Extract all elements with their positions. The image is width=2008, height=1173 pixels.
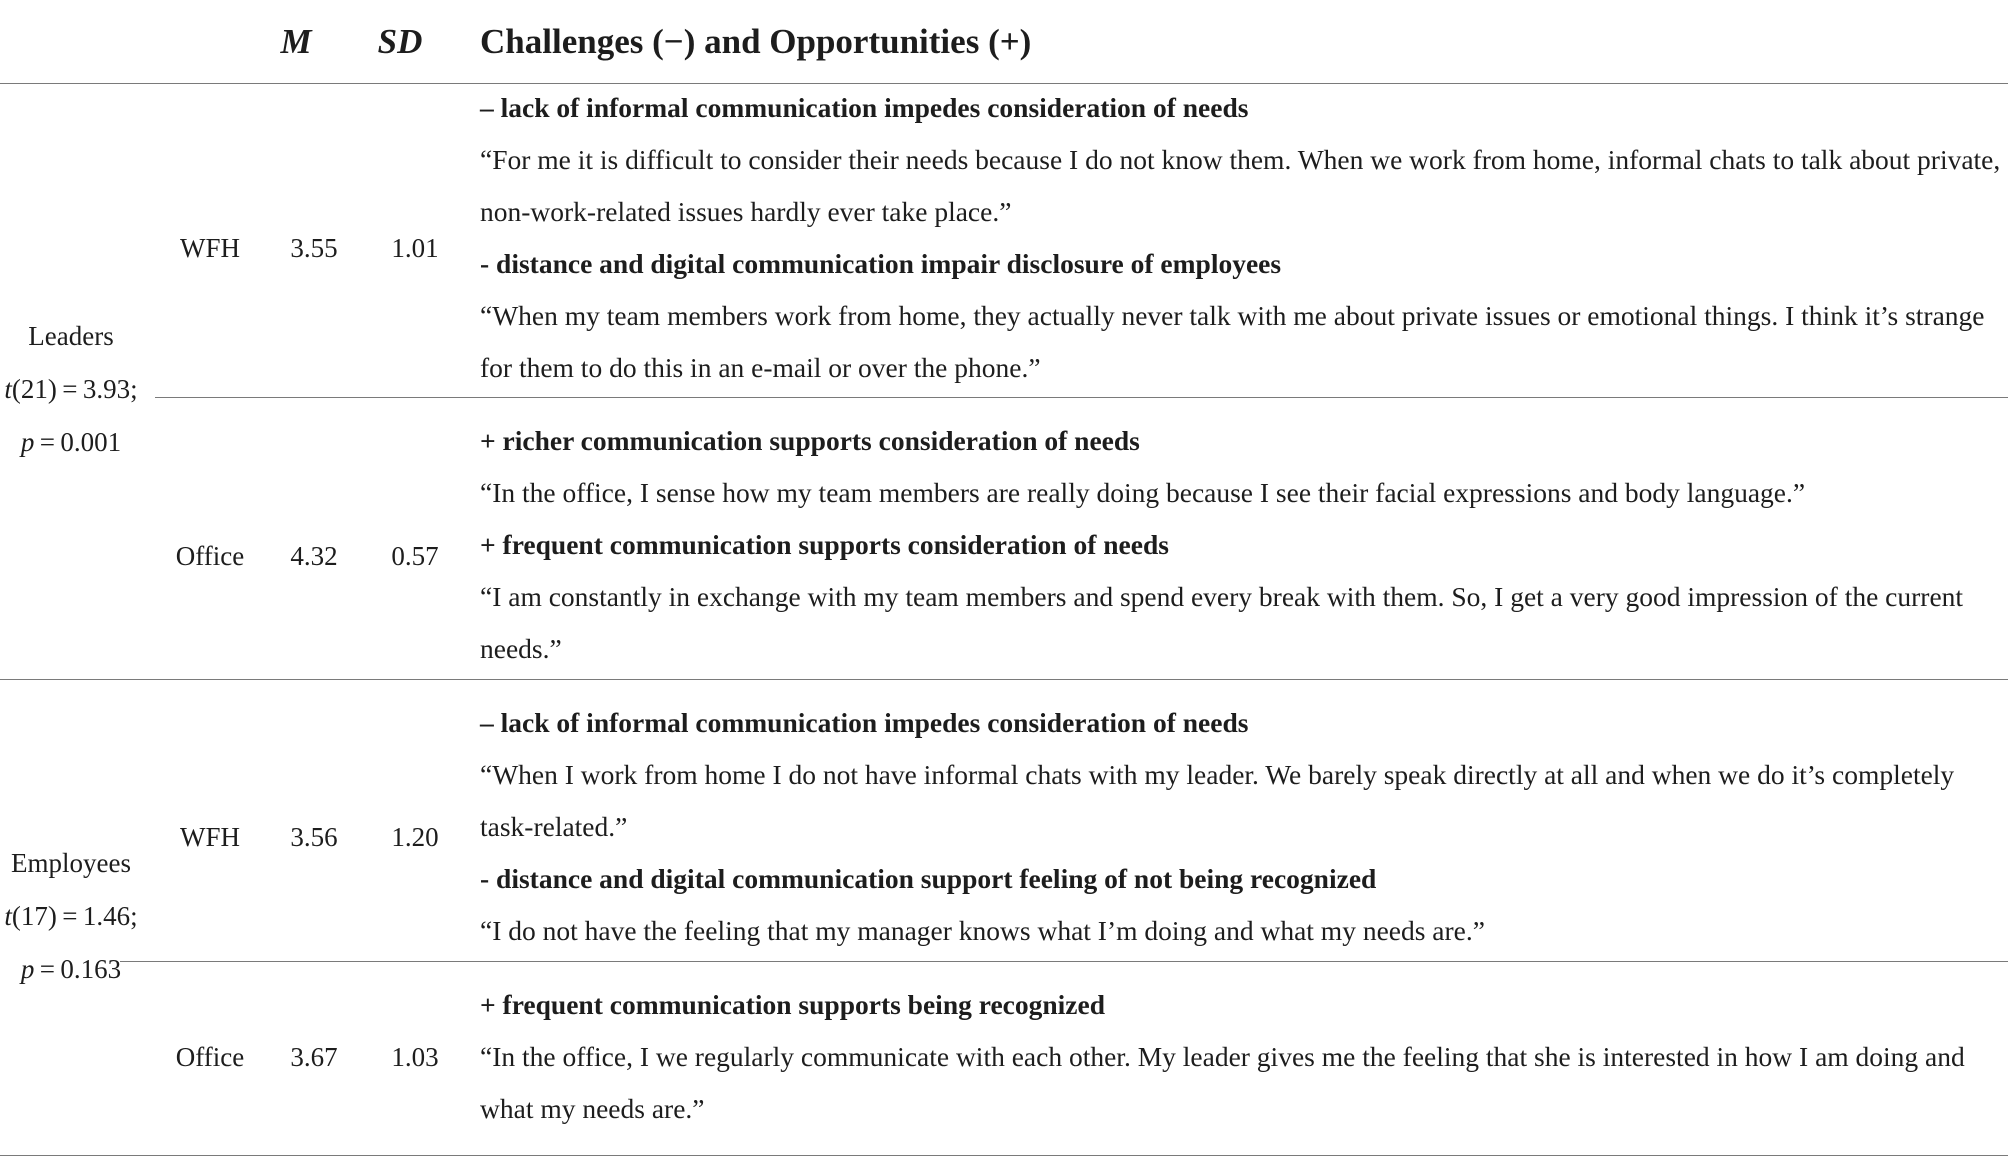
condition-label: Office [175,541,245,571]
condition-label: WFH [180,233,240,263]
condition-label: Office [175,1042,245,1072]
group-t-stat: t(17) = 1.46; [4,901,138,931]
challenges-cell [480,979,2008,1135]
mean-value: 3.67 [290,1042,338,1072]
challenges-cell [480,697,2008,957]
column-header-challenges: Challenges (−) and Opportunities (+) [480,22,1032,61]
column-header-sd: SD [377,22,423,61]
employees-row-divider [120,961,2008,962]
quote-text: “For me it is difficult to consider their needs because I do not know them. When we work from home, informal chats to talk about private, non-work-related issues hardly ever take place.” [480,144,2001,227]
group-t-stat: t(21) = 3.93; [4,374,138,404]
sd-value: 1.03 [391,1042,439,1072]
group-label-leaders [0,310,142,469]
group-divider [0,679,2008,680]
condition-label: WFH [180,822,240,852]
challenges-cell [480,82,2008,394]
group-name: Leaders [28,321,114,351]
mean-value: 4.32 [290,541,338,571]
challenges-cell [480,415,2008,675]
theme-heading: - distance and digital communication support feeling of not being recognized [480,863,1377,894]
theme-heading: + richer communication supports consideration of needs [480,425,1140,456]
mean-value: 3.55 [290,233,338,263]
theme-heading: - distance and digital communication impair disclosure of employees [480,248,1282,279]
quote-text: “I do not have the feeling that my manager knows what I’m doing and what my needs are.” [480,915,1485,946]
theme-heading: – lack of informal communication impedes consideration of needs [480,92,1249,123]
quote-text: “In the office, I sense how my team members are really doing because I see their facial expressions and body language.” [480,477,1806,508]
theme-heading: + frequent communication supports consideration of needs [480,529,1169,560]
theme-heading: + frequent communication supports being recognized [480,989,1106,1020]
sd-value: 1.01 [391,233,439,263]
sd-value: 0.57 [391,541,439,571]
quote-text: “When my team members work from home, they actually never talk with me about private issues or emotional things. I think it’s strange for them to do this in an e-mail or over the phone.” [480,300,1985,383]
sd-value: 1.20 [391,822,439,852]
leaders-row-divider [155,397,2008,398]
quote-text: “I am constantly in exchange with my team members and spend every break with them. So, I get a very good impression of the current needs.” [480,581,1964,664]
group-p-value: p = 0.163 [20,954,122,984]
column-header-m: M [280,22,312,61]
group-name: Employees [11,848,131,878]
quote-text: “In the office, I we regularly communicate with each other. My leader gives me the feeling that she is interested in how I am doing and what my needs are.” [480,1041,1965,1124]
mean-value: 3.56 [290,822,338,852]
group-p-value: p = 0.001 [20,427,122,457]
theme-heading: – lack of informal communication impedes consideration of needs [480,707,1249,738]
group-label-employees [0,837,142,996]
quote-text: “When I work from home I do not have informal chats with my leader. We barely speak directly at all and when we do it’s completely task-related.” [480,759,1955,842]
table-bottom-rule [0,1155,2008,1156]
